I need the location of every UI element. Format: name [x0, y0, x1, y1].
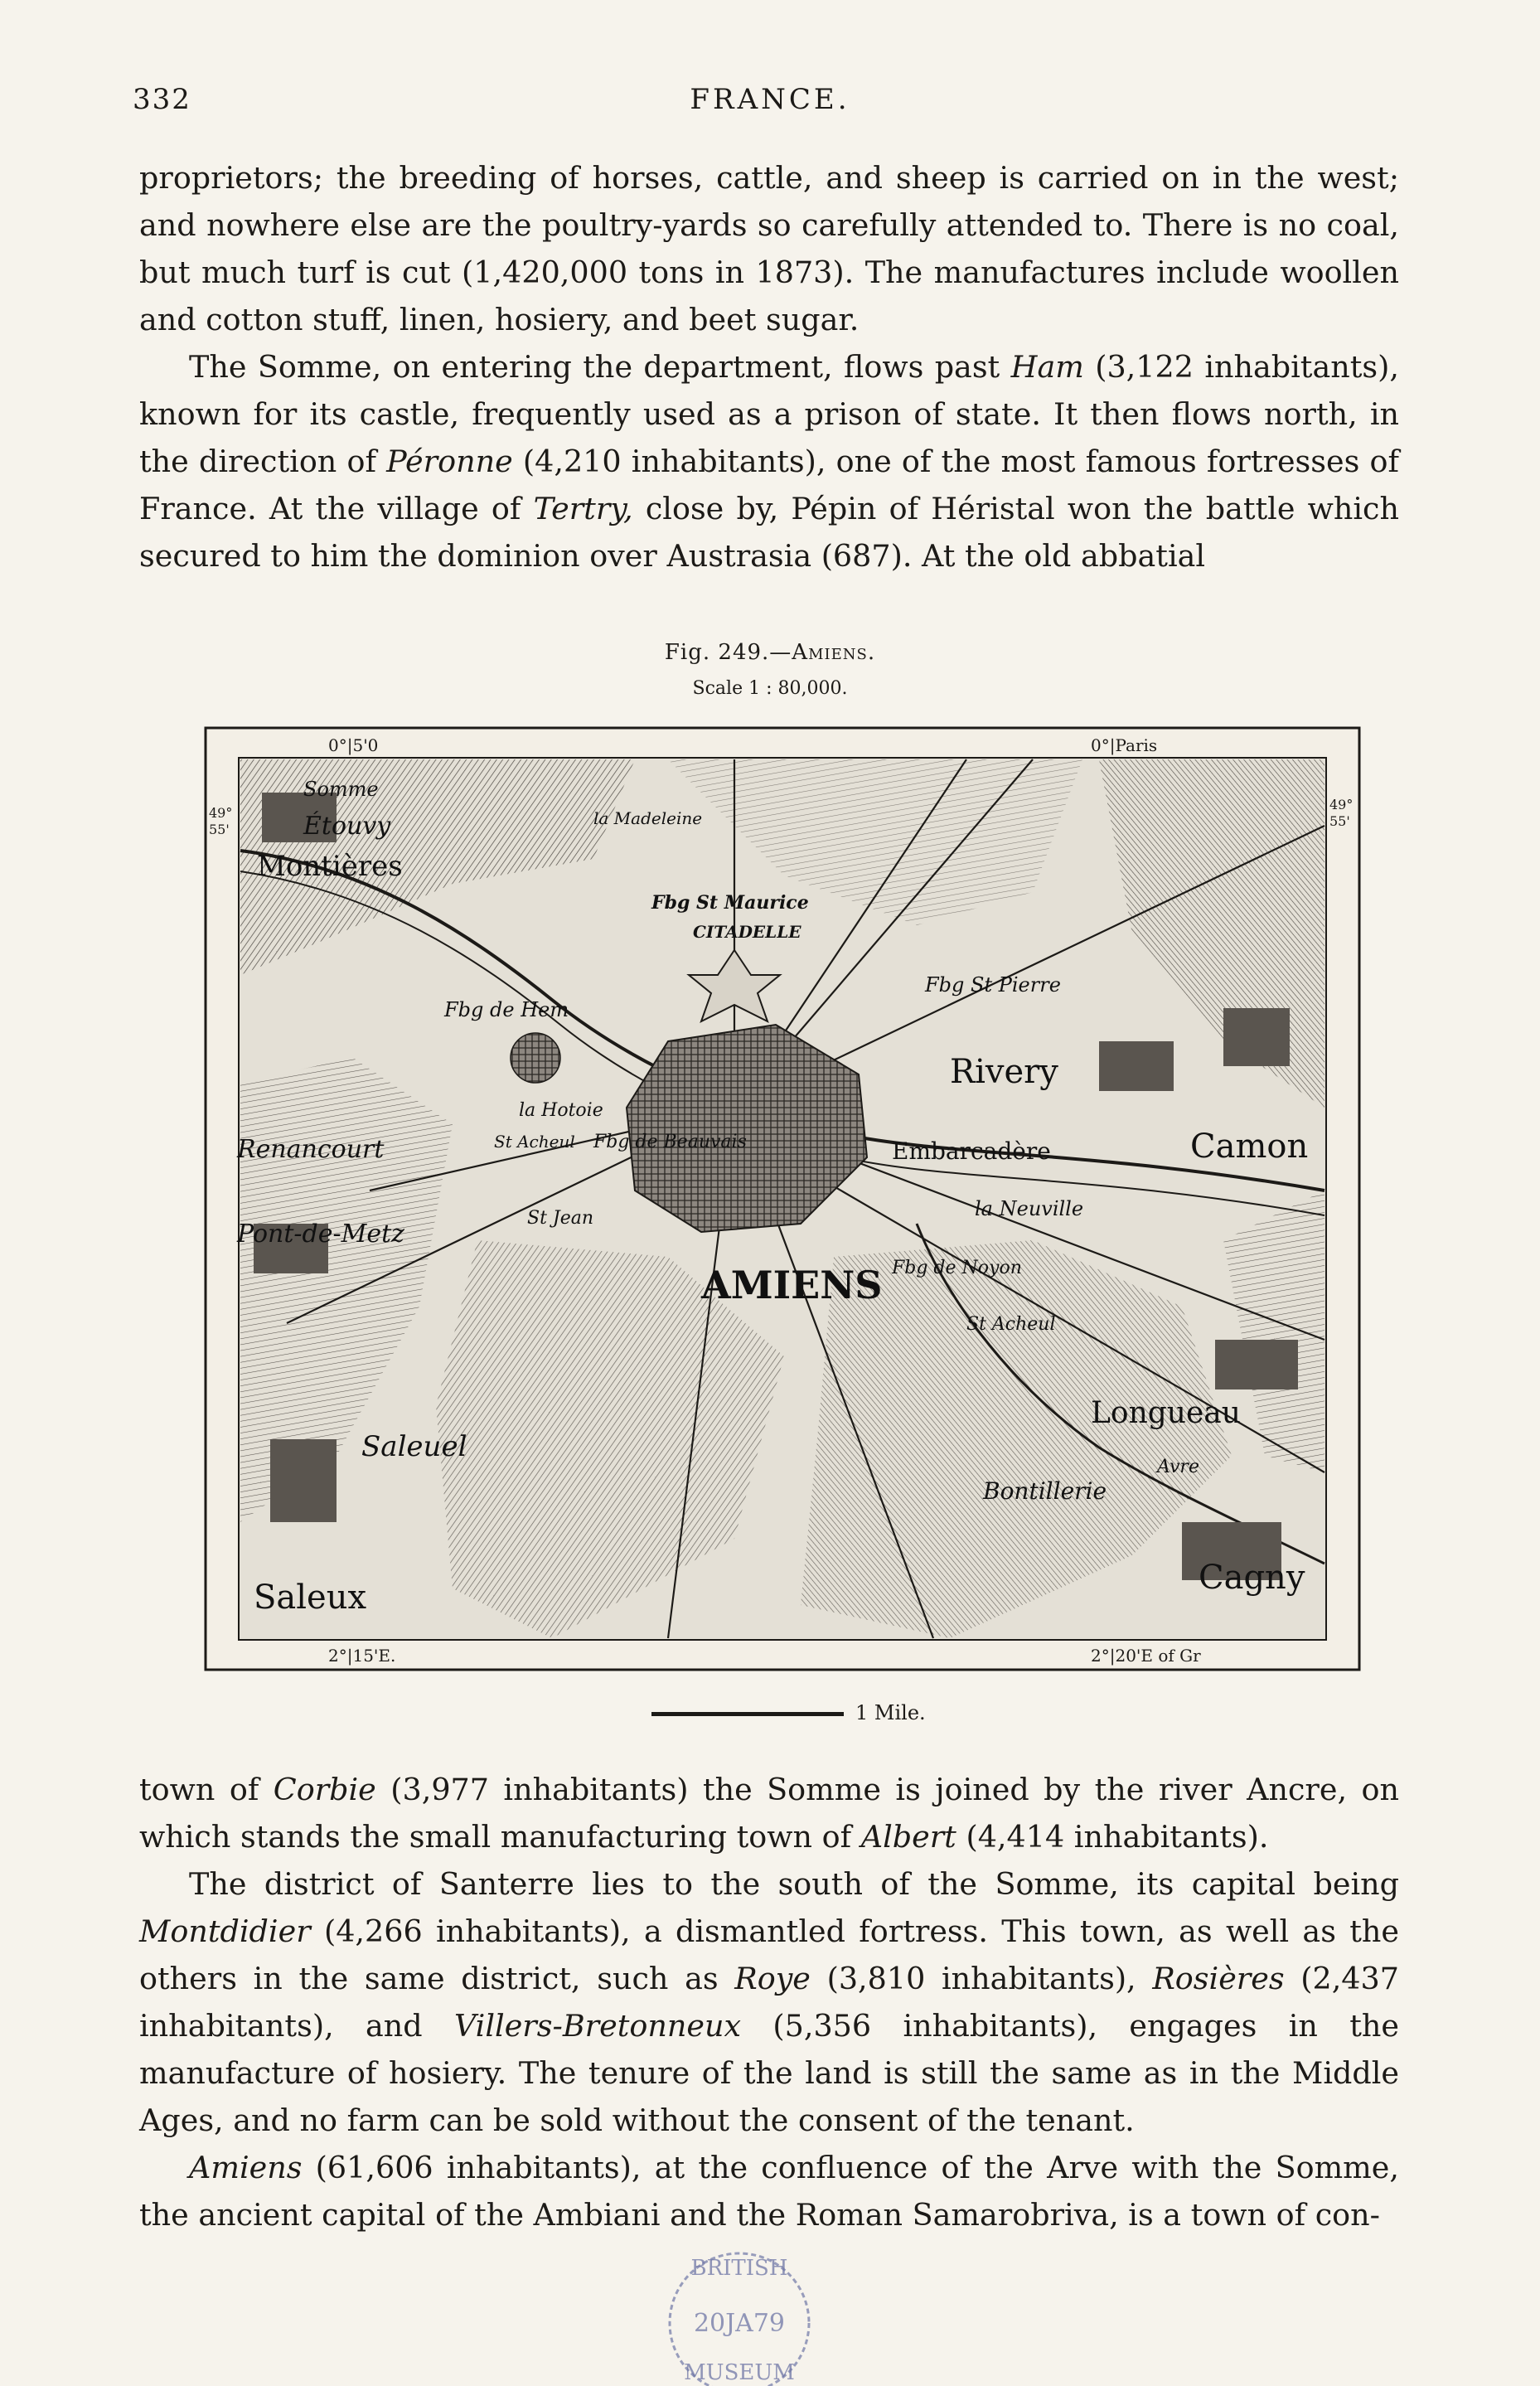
stamp-date: 20JA79 [693, 2309, 786, 2338]
place-villers-bretonneux: Villers-Bretonneux [453, 2008, 742, 2044]
paragraph-amiens: Amiens (61,606 inhabitants), at the confluence of the Arve with the Somme, the ancient capital of the Ambiani and the Roman Samarobriva, is a town of con- [139, 2150, 1399, 2233]
scale-bar [651, 1701, 983, 1726]
label-pont-de-metz: Pont-de-Metz [237, 1220, 404, 1249]
label-montieres: Montières [257, 850, 403, 883]
paragraph-bottom [139, 1766, 1399, 2238]
coord-bottom-right: 2°|20'E of Gr [1091, 1646, 1201, 1666]
paragraph-somme: The Somme, on entering the department, flows past Ham (3,122 inhabitants), known for its castle, frequently used as a prison of state. It then flows north, in the direction of Péronne (4,210 inhabitants), one of the most famous fortresses of France. At the village of Tertry, close by, Pépin of Héristal won the battle which secured to him the dominion over Austrasia (687). At the old abbatial [139, 349, 1400, 574]
label-avre: Avre [1157, 1457, 1199, 1477]
figure-caption: Fig. 249.—Amiens. [664, 640, 876, 665]
place-roye: Roye [734, 1961, 811, 1996]
label-la-neuville: la Neuville [975, 1197, 1084, 1220]
label-saleux: Saleux [254, 1579, 367, 1617]
running-title: FRANCE. [690, 83, 850, 116]
label-la-hotoie: la Hotoie [519, 1100, 603, 1121]
label-fbg-st-maurice: Fbg St Maurice [651, 892, 809, 914]
lat-right-bottom: 55' [1329, 813, 1350, 829]
label-fbg-de-noyon: Fbg de Noyon [892, 1258, 1022, 1278]
page-number: 332 [133, 83, 191, 116]
stamp-top-text: BRITISH [690, 2256, 788, 2281]
coord-bottom-left: 2°|15'E. [328, 1646, 396, 1666]
place-montdidier: Montdidier [139, 1913, 311, 1949]
label-camon: Camon [1190, 1128, 1309, 1166]
lat-left-bottom: 55' [209, 822, 230, 837]
place-amiens: Amiens [189, 2150, 303, 2185]
label-embarcadere: Embarcadère [892, 1137, 1051, 1165]
stamp-bottom-text: MUSEUM [684, 2360, 795, 2385]
label-fbg-de-hem: Fbg de Hem [444, 998, 569, 1021]
place-tertry: Tertry, [533, 491, 633, 526]
place-ham: Ham [1010, 349, 1084, 385]
lat-right-top: 49° [1329, 797, 1354, 812]
paragraph-top [139, 154, 1399, 580]
label-bontillerie: Bontillerie [983, 1477, 1107, 1505]
label-renancourt: Renancourt [237, 1135, 385, 1164]
label-fbg-st-pierre: Fbg St Pierre [925, 973, 1061, 997]
place-peronne: Péronne [386, 444, 513, 479]
label-st-jean: St Jean [527, 1208, 594, 1229]
scale-bar-line [651, 1712, 844, 1716]
place-corbie: Corbie [273, 1772, 376, 1807]
label-amiens: AMIENS [701, 1263, 883, 1307]
label-longueau: Longueau [1091, 1396, 1241, 1430]
paragraph-santerre: The district of Santerre lies to the south of the Somme, its capital being Montdidier (4,266 inhabitants), a dismantled fortress. This town, as well as the others in the same district, such as Roye (3,810 inhabitants), Rosières (2,437 inhabitants), and Villers-Bretonneux (5,356 inhabitants), engages in the manufacture of hosiery. The tenure of the land is still the same as in the Middle Ages, and no farm can be sold without the consent of the tenant. [139, 1866, 1399, 2138]
label-saleuel: Saleuel [361, 1430, 467, 1463]
label-fbg-de-beauvais: Fbg de Beauvais [593, 1132, 747, 1152]
label-st-acheul: St Acheul [966, 1314, 1056, 1335]
label-cagny: Cagny [1199, 1559, 1305, 1597]
coord-top-left: 0°|5'0 [328, 735, 379, 755]
coord-top-right: 0°|Paris [1091, 735, 1158, 755]
label-la-madeleine: la Madeleine [593, 808, 703, 828]
running-head [133, 83, 1407, 124]
place-albert: Albert [860, 1819, 956, 1855]
label-citadelle: CITADELLE [693, 922, 801, 942]
figure-scale: Scale 1 : 80,000. [692, 678, 848, 699]
label-st-acheul-w: St Acheul [494, 1132, 575, 1152]
british-museum-stamp [640, 2240, 839, 2386]
label-rivery: Rivery [950, 1053, 1058, 1091]
place-rosieres: Rosières [1152, 1961, 1285, 1996]
amiens-map [204, 726, 1361, 1671]
paragraph-proprietors: proprietors; the breeding of horses, cattle, and sheep is carried on in the west; and nowhere else are the poultry-yards so carefully attended to. There is no coal, but much turf is cut (1,420,000 tons in 1873). The manufactures include woollen and cotton stuff, linen, hosiery, and beet sugar. [139, 160, 1399, 337]
label-somme: Somme [303, 778, 379, 801]
label-etouvy: Étouvy [303, 812, 391, 841]
lat-left-top: 49° [209, 805, 233, 821]
hotoie-park [511, 1033, 560, 1083]
scale-bar-label: 1 Mile. [855, 1701, 926, 1724]
paragraph-corbie: town of Corbie (3,977 inhabitants) the Somme is joined by the river Ancre, on which stands the small manufacturing town of Albert (4,414 inhabitants). [139, 1772, 1399, 1855]
